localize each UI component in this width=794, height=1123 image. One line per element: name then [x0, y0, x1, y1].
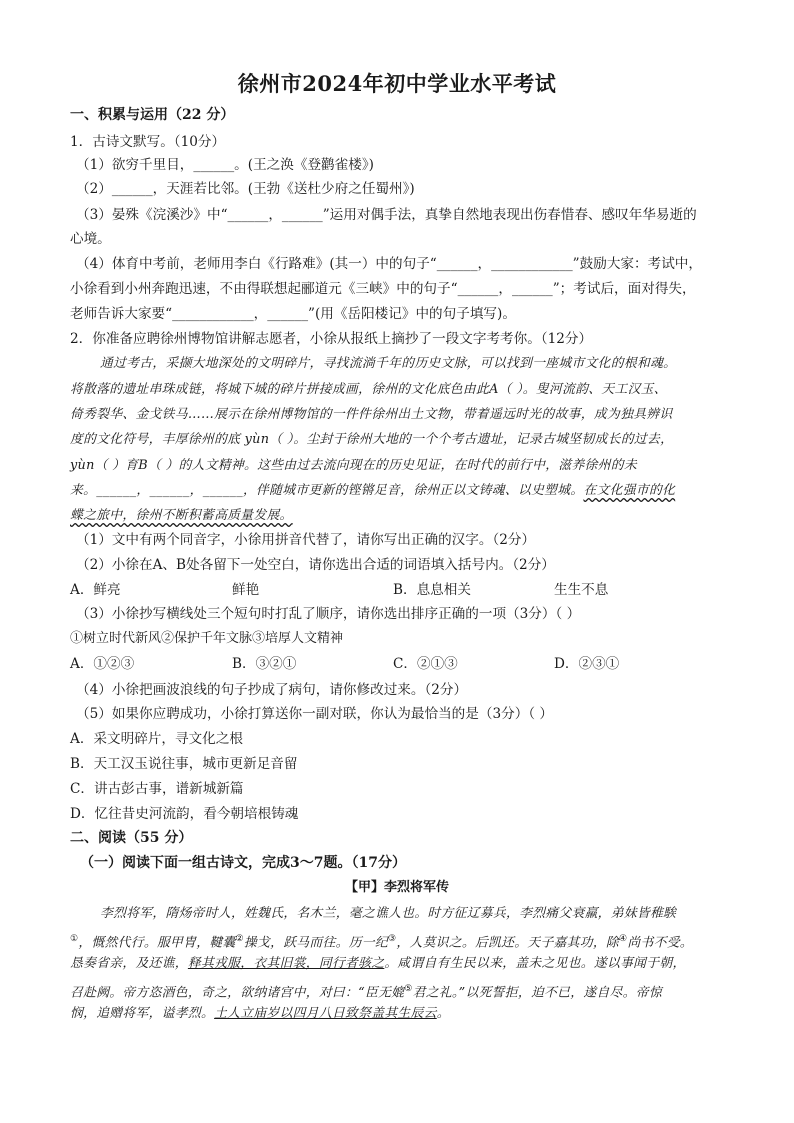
- exam-title: 徐州市2024年初中学业水平考试: [237, 71, 557, 96]
- wavy-underlined-sentence-cont: 蝶之旅中，徐州不断积蓄高质量发展。: [70, 508, 293, 523]
- footnote-marker: ⑤: [404, 984, 413, 994]
- footnote-marker: ②: [235, 934, 244, 944]
- classical-text-line: [70, 955, 724, 973]
- q2-sub-1: （1）文中有两个同音字，小徐用拼音代替了，请你写出正确的汉字。（2分）: [76, 532, 536, 548]
- passage-text: 来。______，______，______，伴随城市更新的铿锵足音，徐州正以文铸魂、以史塑城。: [70, 483, 584, 498]
- passage-line: 通过考古，采撷大地深处的文明碎片，寻找流淌千年的历史文脉，可以找到一座城市文化的根和魂。: [100, 356, 677, 371]
- q2-sub-3-option: C．②①③: [393, 656, 458, 672]
- q2-sub-3: （3）小徐抄写横线处三个短句时打乱了顺序，请你选出排序正确的一项（3分）（ ）: [76, 606, 581, 622]
- passage-line: 将散落的遗址串珠成链，将城下城的碎片拼接成画，徐州的文化底色由此A（ ）。叟河流韵、天工汉玉、: [70, 382, 667, 397]
- q2-sub-2-option: B．息息相关: [393, 582, 471, 598]
- q1-part-3: （3）晏殊《浣溪沙》中“______，______”运用对偶手法，真挚自然地表现出伤春惜春、感叹年华易逝的: [76, 207, 697, 223]
- q1-part-1: （1）欲穷千里目，______。(王之涣《登鹳雀楼》): [76, 157, 374, 173]
- q2-sub-5-option: A．采文明碎片，寻文化之根: [70, 731, 243, 747]
- passage-line: [70, 507, 724, 525]
- text: 。: [436, 1006, 450, 1021]
- q1-part-4-cont-1: 小徐看到小州奔跑迅速，不由得联想起郦道元《三峡》中的句子“______，______”；考试后，面对得失，: [70, 281, 696, 297]
- q2-sub-3-items: ①树立时代新风②保护千年文脉③培厚人文精神: [70, 631, 344, 646]
- passage-line: [70, 482, 724, 500]
- q1-part-4-cont-2: 老师告诉大家要“____________，______”(用《岳阳楼记》中的句子填写)。: [70, 306, 516, 322]
- wavy-underlined-sentence: 在文化强市的化: [583, 483, 676, 498]
- section-2-heading: 二、阅读（55 分）: [70, 830, 193, 846]
- text: 召赴阙。帝方恣酒色，奇之，欲纳诸宫中，对曰：“臣无媲: [70, 985, 405, 1001]
- q1-part-4: （4）体育中考前，老师用李白《行路难》(其一）中的句子“______，____________”鼓励大家：考试中，: [76, 256, 702, 272]
- q1-part-2: （2）______，天涯若比邻。(王勃《送杜少府之任蜀州》): [76, 181, 415, 197]
- text: ，慨然代行。服甲胄，鞬囊: [78, 935, 236, 951]
- section-1-heading: 一、积累与运用（22 分）: [70, 107, 235, 123]
- q2-sub-3-option: D．②③①: [554, 656, 620, 672]
- q2-sub-2-option: 生生不息: [554, 582, 609, 598]
- classical-text-line: [70, 930, 724, 952]
- classical-text-line: 李烈将军，隋炀帝时人，姓魏氏，名木兰，毫之谯人也。时方征辽募兵，李烈痛父衰羸，弟妹皆稚騃: [100, 906, 677, 921]
- footnote-marker: ③: [388, 934, 397, 944]
- q2-heading: 2．你准备应聘徐州博物馆讲解志愿者，小徐从报纸上摘抄了一段文字考考你。（12分）: [70, 331, 593, 347]
- passage-line: 度的文化符号，丰厚徐州的底 yùn（ ）。尘封于徐州大地的一个个考古遗址，记录古城坚韧成长的过去，: [70, 432, 674, 447]
- q1-part-3-cont: 心境。: [70, 231, 111, 247]
- q2-sub-5-option: B．天工汉玉说往事，城市更新足音留: [70, 756, 298, 772]
- footnote-marker: ④: [619, 934, 628, 944]
- q2-sub-2: （2）小徐在A、B处各留下一处空白，请你选出合适的词语填入括号内。（2分）: [76, 557, 555, 573]
- q2-sub-3-option: B．③②①: [232, 656, 297, 672]
- reading-subsection-heading: （一）阅读下面一组古诗文，完成3～7题。（17分）: [80, 855, 406, 871]
- text: 。咸谓自有生民以来，盖未之见也。遂以事闻于朝，: [384, 956, 686, 971]
- footnote-marker: ①: [70, 934, 79, 944]
- q2-sub-4: （4）小徐把画波浪线的句子抄成了病句，请你修改过来。（2分）: [76, 682, 468, 698]
- text: 操戈，跃马而往。历一纪: [243, 935, 388, 951]
- text: 悯，追赠将军，谥孝烈。: [70, 1006, 215, 1021]
- q2-sub-5-option: D．忆往昔史河流韵，看今朝培根铸魂: [70, 806, 299, 822]
- q2-sub-3-option: A．①②③: [70, 656, 135, 672]
- text: 尚书不受。: [627, 935, 693, 951]
- passage-line: 倚秀裂华、金戈铁马……展示在徐州博物馆的一件件徐州出土文物，带着遥远时光的故事，成为独具辨识: [70, 407, 673, 422]
- classical-text-line: [70, 1005, 724, 1023]
- classical-text-line: [70, 980, 724, 1002]
- q2-sub-5: （5）如果你应聘成功，小徐打算送你一副对联，你认为最恰当的是（3分）（ ）: [76, 706, 554, 722]
- q2-sub-2-option: A．鲜亮: [70, 582, 121, 598]
- q1-heading: 1．古诗文默写。（10分）: [70, 134, 226, 150]
- underlined-sentence: 释其戎服，衣其旧裳，同行者骇之: [187, 956, 385, 971]
- q2-sub-2-option: 鲜艳: [232, 582, 260, 598]
- underlined-sentence: 土人立庙岁以四月八日致祭盖其生辰云: [214, 1006, 437, 1021]
- passage-jia-title: 【甲】李烈将军传: [344, 880, 449, 895]
- text: 君之礼。”以死誓拒，迫不已，遂自尽。帝惊: [412, 985, 662, 1001]
- q2-sub-5-option: C．讲古彭古事，谱新城新篇: [70, 781, 244, 797]
- text: 恳奏省亲，及还谯，: [70, 956, 188, 971]
- passage-line: yùn（ ）育B（ ）的人文精神。这些由过去流向现在的历史见证，在时代的前行中，滋养徐州的未: [70, 458, 637, 473]
- text: ，人莫识之。后凯还。天子嘉其功，除: [396, 935, 620, 951]
